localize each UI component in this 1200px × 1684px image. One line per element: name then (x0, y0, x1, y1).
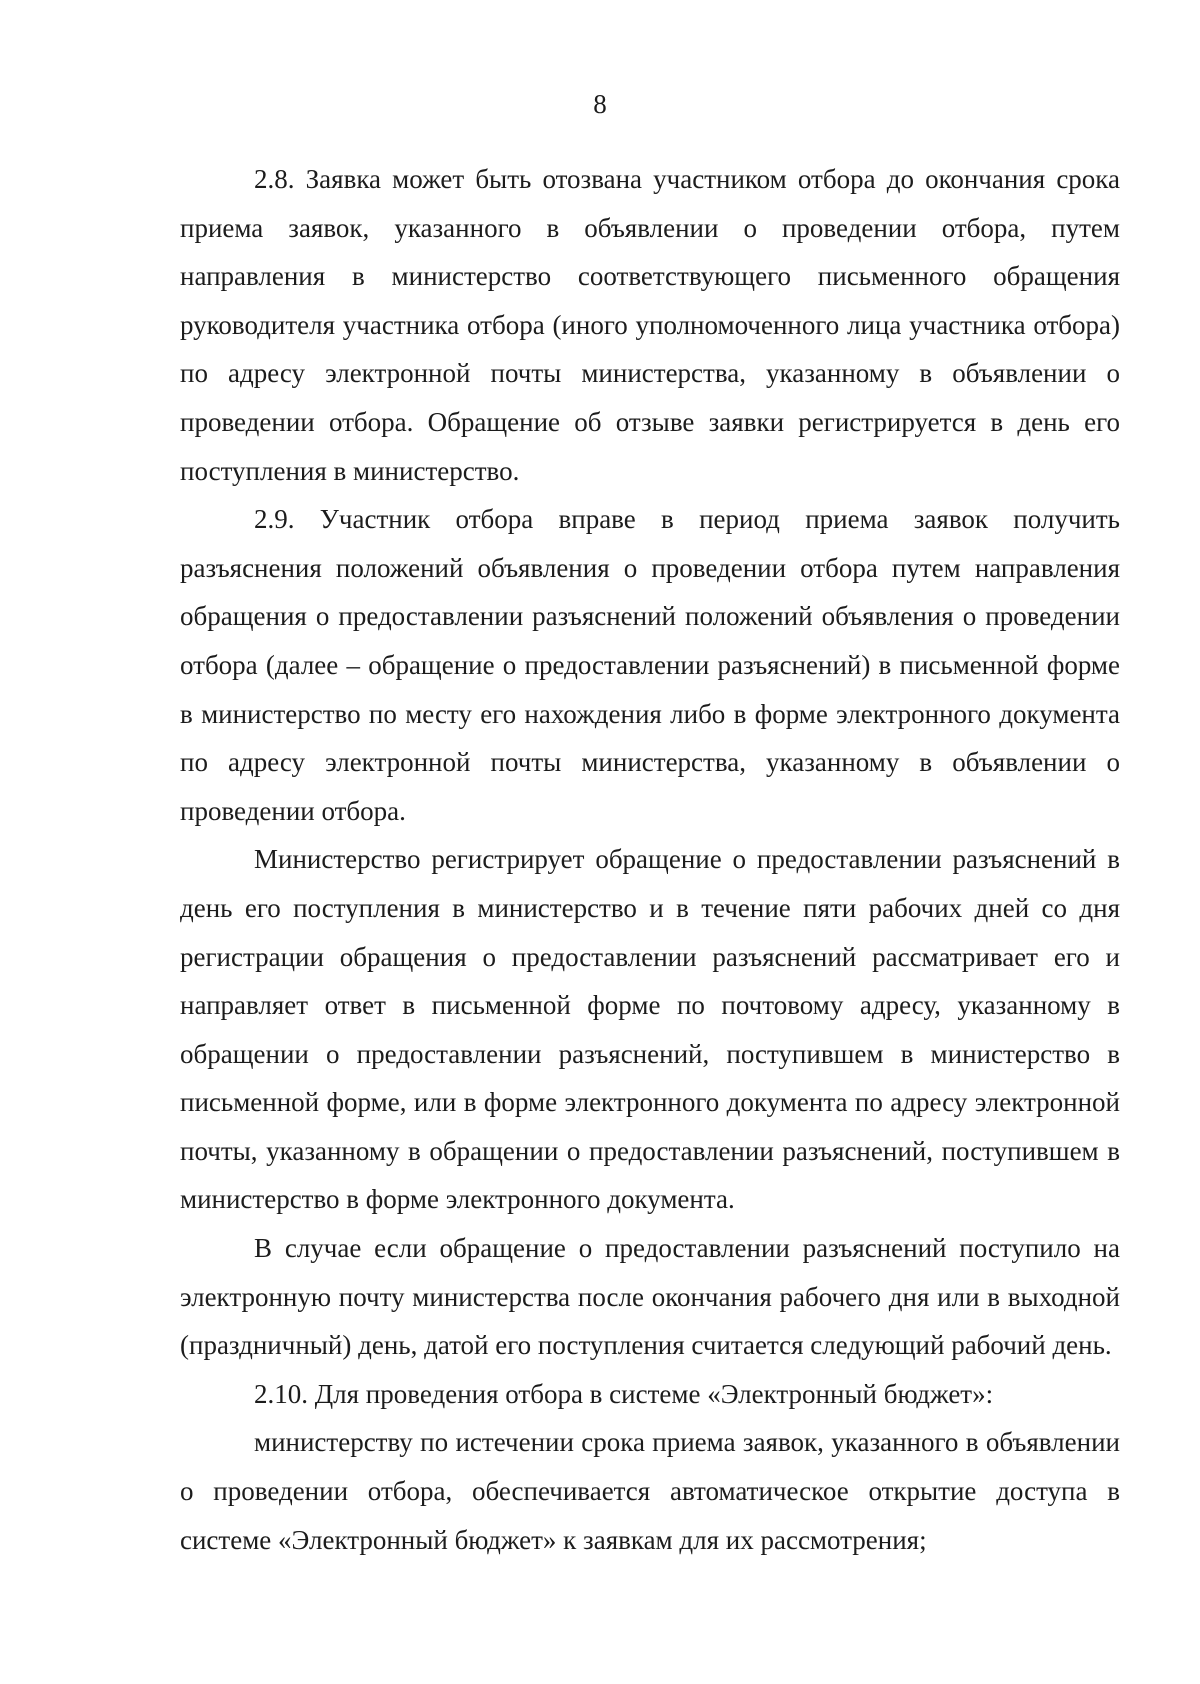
document-body (180, 155, 1120, 1564)
paragraph-after-hours: В случае если обращение о предоставлении разъяснений поступило на электронную почту министерства после окончания рабочего дня или в выходной (праздничный) день, датой его поступления считается следующий рабочий день. (180, 1233, 1120, 1361)
paragraph-2-8: 2.8. Заявка может быть отозвана участником отбора до окончания срока приема заявок, указанного в объявлении о проведении отбора, путем направления в министерство соответствующего письменного обращения руководителя участника отбора (иного уполномоченного лица участника отбора) по адресу электронной почты министерства, указанному в объявлении о проведении отбора. Обращение об отзыве заявки регистрируется в день его поступления в министерство. (180, 164, 1120, 486)
paragraph-2-10: 2.10. Для проведения отбора в системе «Электронный бюджет»: (254, 1378, 994, 1409)
paragraph-ministry-access: министерству по истечении срока приема заявок, указанного в объявлении о проведении отбора, обеспечивается автоматическое открытие доступа в системе «Электронный бюджет» к заявкам для их рассмотрения; (180, 1427, 1120, 1555)
page-number: 8 (593, 89, 607, 119)
paragraph-2-9: 2.9. Участник отбора вправе в период приема заявок получить разъяснения положений объявления о проведении отбора путем направления обращения о предоставлении разъяснений положений объявления о проведении отбора (далее – обращение о предоставлении разъяснений) в письменной форме в министерство по месту его нахождения либо в форме электронного документа по адресу электронной почты министерства, указанному в объявлении о проведении отбора. (180, 504, 1120, 826)
paragraph-registration: Министерство регистрирует обращение о предоставлении разъяснений в день его поступления в министерство и в течение пяти рабочих дней со дня регистрации обращения о предоставлении разъяснений рассматривает его и направляет ответ в письменной форме по почтовому адресу, указанному в обращении о предоставлении разъяснений, поступившем в министерство в письменной форме, или в форме электронного документа по адресу электронной почты, указанному в обращении о предоставлении разъяснений, поступившем в министерство в форме электронного документа. (180, 844, 1120, 1215)
